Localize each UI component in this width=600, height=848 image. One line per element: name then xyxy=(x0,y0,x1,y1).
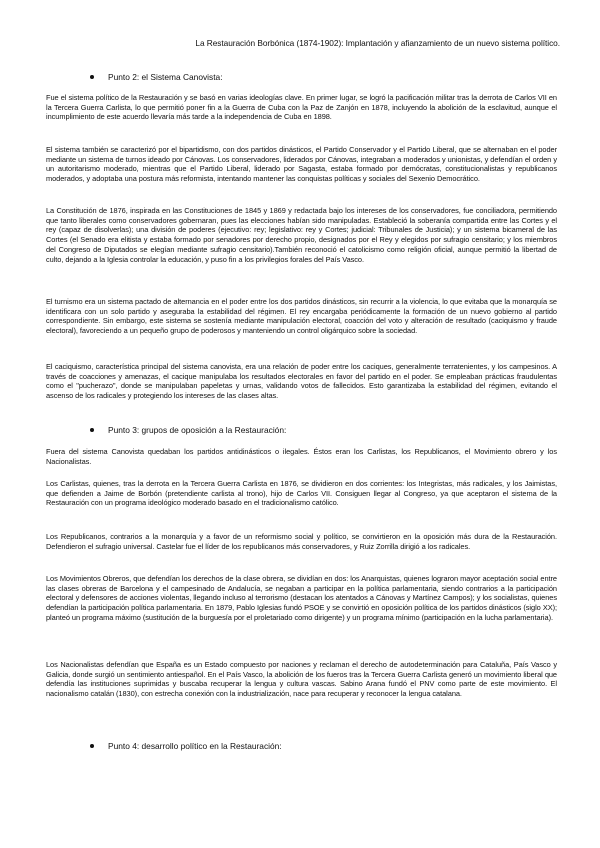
paragraph-pacificacion: Fue el sistema político de la Restauración y se basó en varias ideologías clave. En primer lugar, se logró la pacificación militar tras la derrota de Carlos VII en la Tercera Guerra Carlista, lo que permitió poner fin a la Guerra de Cuba con la Paz de Zanjón en 1878, incluyendo la abolición de la esclavitud, aunque el incumplimiento de este acuerdo llevaría más tarde a la independencia de Cuba en 1898. xyxy=(46,93,557,122)
bullet-icon xyxy=(90,744,94,748)
paragraph-oposicion-intro: Fuera del sistema Canovista quedaban los partidos antidinásticos o ilegales. Éstos eran los Carlistas, los Republicanos, el Movimiento obrero y los Nacionalistas. xyxy=(46,447,557,466)
paragraph-constitucion-1876: La Constitución de 1876, inspirada en las Constituciones de 1845 y 1869 y redactada bajo los intereses de los conservadores, fue conciliadora, permitiendo que tanto liberales como conservadores gobernaran, pues las elecciones habían sido manipuladas. Estableció la soberanía compartida entre las Cortes y el rey (capaz de disolverlas); una división de poderes (ejecutivo: rey; legislativo: rey y Cortes; judicial: Tribunales de Justicia); y un sistema bicameral de las Cortes (el Senado era elitista y estaba formado por senadores por derecho propio, designados por el Rey y elegidos por sufragio censitario; y los miembros del Congreso de Diputados se elegían mediante sufragio censitario).También reconoció el catolicismo como religión oficial, aunque permitió la libertad de culto, dejando a la Iglesia controlar la educación, y puso fin a los privilegios forales del País Vasco. xyxy=(46,206,557,264)
paragraph-carlistas: Los Carlistas, quienes, tras la derrota en la Tercera Guerra Carlista en 1876, se dividieron en dos corrientes: los Integristas, más radicales, y los Jaimistas, que defienden a Jaime de Borbón (pretendiente carlista al trono), hijo de Carlos VII. Consiguen llegar al Congreso, ya que aceptaron el sistema de la Restauración con un programa ideológico moderado basado en el tradicionalismo católico. xyxy=(46,479,557,508)
section-heading-punto-3: Punto 3: grupos de oposición a la Restauración: xyxy=(90,425,286,435)
paragraph-bipartidismo: El sistema también se caracterizó por el bipartidismo, con dos partidos dinásticos, el Partido Conservador y el Partido Liberal, que se alternaban en el poder mediante un sistema de turnos ideado por Cánovas. Los conservadores, liderados por Cánovas, integraban a moderados y unionistas, y defendían el orden y un autoritarismo moderado, mientras que el Partido Liberal, liderado por Sagasta, estaba formado por demócratas, constitucionalistas y republicanos moderados, y adoptaba una postura más reformista, intentando mantener las conquistas políticas y sociales del Sexenio Democrático. xyxy=(46,145,557,184)
bullet-icon xyxy=(90,75,94,79)
paragraph-nacionalistas: Los Nacionalistas defendían que España es un Estado compuesto por naciones y reclaman el derecho de autodeterminación para Cataluña, País Vasco y Galicia, donde surgió un sentimiento antiespañol. En el País Vasco, la abolición de los fueros tras la Tercera Guerra Carlista generó un movimiento liberal que defendía las instituciones suprimidas y buscaba recuperar la lengua y cultura vascas. Sabino Arana fundó el PNV como parte de este movimiento. El nacionalismo catalán (1830), con estrecha conexión con la industrialización, nace para recuperar y reconocer la lengua catalana. xyxy=(46,660,557,699)
section-heading-punto-4: Punto 4: desarrollo político en la Restauración: xyxy=(90,741,282,751)
paragraph-movimientos-obreros: Los Movimientos Obreros, que defendían los derechos de la clase obrera, se dividían en dos: los Anarquistas, quienes lograron mayor aceptación social entre las clases obreras de Barcelona y el campesinado de Andalucía, se negaban a participar en la política parlamentaria, siendo contrarios a la participación electoral y defensores de acciones violentas, llegando incluso al terrorismo (destacan los atentados a Cánovas y Martínez Campos); y los socialistas, quienes defendían la participación política parlamentaria. En 1879, Pablo Iglesias fundó PSOE y se convirtió en oposición política de los partidos dinásticos (siglo XX); planteó un programa máximo (sustitución de la burguesía por el proletariado como dirigente) y un programa mínimo (participación en la lucha parlamentaria). xyxy=(46,574,557,622)
page-header: La Restauración Borbónica (1874-1902): Implantación y afianzamiento de un nuevo sistema político. xyxy=(195,38,560,48)
paragraph-caciquismo: El caciquismo, característica principal del sistema canovista, era una relación de poder entre los caciques, generalmente terratenientes, y los campesinos. A través de coacciones y amenazas, el cacique manipulaba los resultados electorales en favor del partido en el poder. Se empleaban prácticas fraudulentas como el "pucherazo", donde se manipulaban papeletas y urnas, validando votos de fallecidos. Esto garantizaba la estabilidad del régimen, evitando el ascenso de los radicales y protegiendo los intereses de las clases altas. xyxy=(46,362,557,401)
section-heading-punto-2: Punto 2: el Sistema Canovista: xyxy=(90,72,223,82)
paragraph-turnismo: El turnismo era un sistema pactado de alternancia en el poder entre los dos partidos dinásticos, sin recurrir a la violencia, lo que evitaba que la monarquía se identificara con un solo partido y aseguraba la estabilidad del régimen. El rey encargaba periódicamente la formación de un nuevo gobierno al partido correspondiente. Sin embargo, este sistema se sostenía mediante manipulación electoral, coacción del voto y alteración de resultado (caciquismo y fraude electoral), favoreciendo a un pequeño grupo de poderosos y manteniendo un control oligárquico sobre la sociedad. xyxy=(46,297,557,336)
bullet-icon xyxy=(90,428,94,432)
paragraph-republicanos: Los Republicanos, contrarios a la monarquía y a favor de un reformismo social y político, se convirtieron en la oposición más dura de la Restauración. Defendieron el sufragio universal. Castelar fue el líder de los republicanos más conservadores, y Ruiz Zorrilla dirigió a los radicales. xyxy=(46,532,557,551)
